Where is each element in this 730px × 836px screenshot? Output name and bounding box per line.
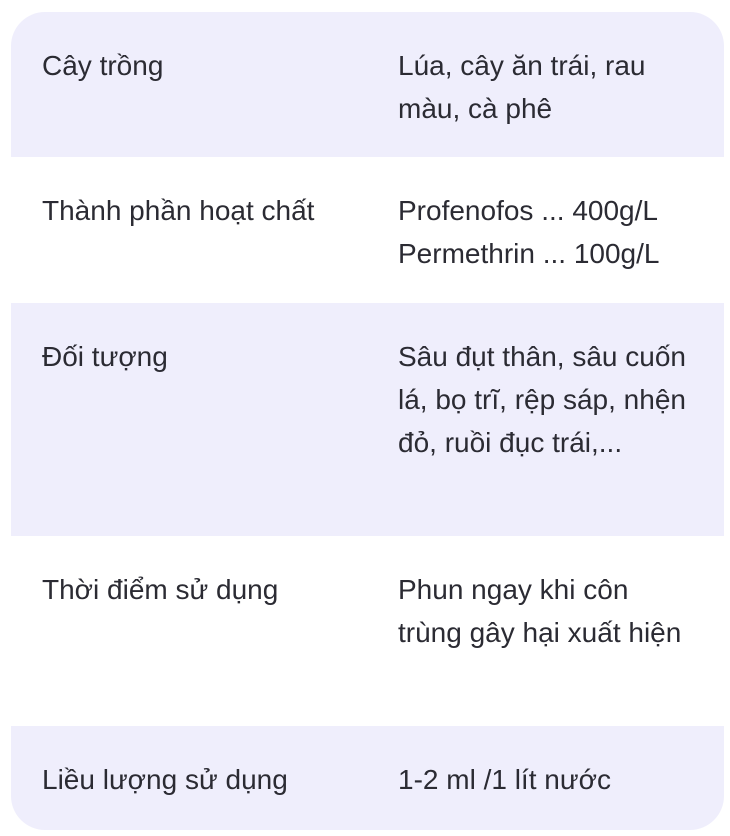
row-label-timing: Thời điểm sử dụng	[42, 574, 279, 605]
product-info-table	[11, 12, 724, 830]
row-value-crops: Lúa, cây ăn trái, rau màu, cà phê	[398, 50, 646, 124]
table-row-crops	[11, 12, 724, 157]
table-row-active-ingredients	[11, 157, 724, 303]
row-value-targets: Sâu đụt thân, sâu cuốn lá, bọ trĩ, rệp sáp, nhện đỏ, ruồi đục trái,...	[398, 341, 686, 458]
row-value-dosage: 1-2 ml /1 lít nước	[398, 764, 611, 795]
row-label-targets: Đối tượng	[42, 341, 168, 372]
row-label-crops: Cây trồng	[42, 50, 164, 81]
row-label-dosage: Liều lượng sử dụng	[42, 764, 288, 795]
table-row-targets	[11, 303, 724, 536]
row-label-active-ingredients: Thành phần hoạt chất	[42, 195, 315, 226]
table-row-timing	[11, 536, 724, 726]
ingredient-profenofos: Profenofos ... 400g/L	[398, 195, 658, 226]
table-row-dosage	[11, 726, 724, 830]
row-value-timing: Phun ngay khi côn trùng gây hại xuất hiện	[398, 574, 682, 648]
row-value-active-ingredients	[398, 189, 698, 303]
ingredient-permethrin: Permethrin ... 100g/L	[398, 238, 660, 269]
